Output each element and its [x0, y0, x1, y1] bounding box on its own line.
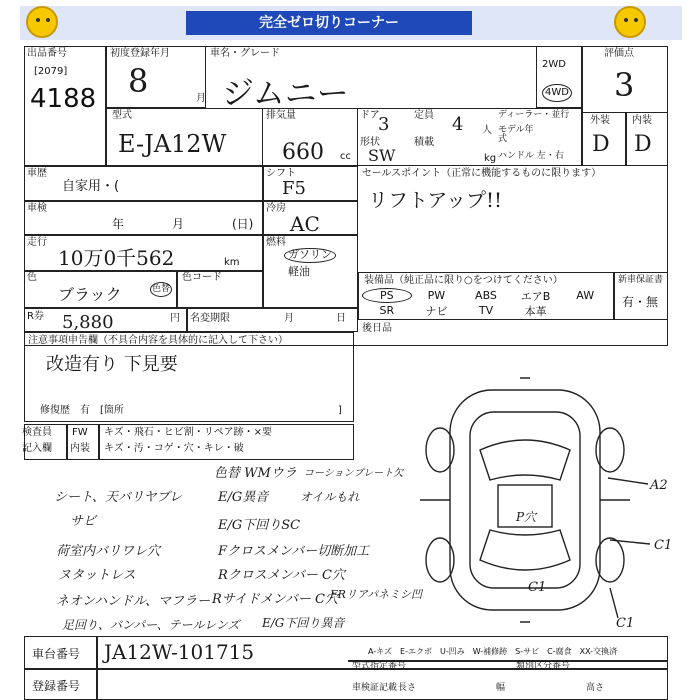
row-divider-2: [24, 234, 358, 236]
remark-6: E/G下回りSC: [218, 518, 301, 533]
diagram-label-c1-center: C1: [528, 580, 547, 595]
load-unit: kg: [484, 153, 497, 164]
remark-7: 荷室内バリワレ穴: [56, 544, 161, 559]
reg-label: 登録番号: [32, 679, 81, 693]
shift-value: F5: [282, 178, 306, 199]
diagram-label-p: P穴: [516, 510, 537, 524]
ac-value: AC: [290, 212, 320, 236]
row-divider-3: [24, 270, 262, 272]
rear-seat-label: 後日品: [362, 323, 392, 334]
cap-value: 4: [452, 114, 464, 135]
dealer-handle: ハンドル 左・右: [498, 151, 564, 161]
name-label: 車名・グレード: [210, 48, 280, 59]
interior-label: 内装: [632, 115, 652, 126]
notes-value: 改造有り 下見要: [46, 354, 178, 375]
color-stamp: 色替: [150, 282, 172, 297]
inspection-month: 月: [172, 217, 185, 231]
chassis-divider: [96, 636, 98, 700]
equipment-grid: [362, 288, 610, 318]
load-label: 積載: [414, 137, 434, 148]
lot-code: [2079]: [34, 66, 68, 77]
remark-9: ヌタットレス: [58, 568, 136, 583]
remark-3: E/G異音: [218, 490, 269, 505]
exterior-value: D: [592, 132, 610, 157]
equip-aw[interactable]: AW: [576, 289, 595, 302]
deadline-day: 日: [336, 313, 346, 324]
fuel-opt1: ガソリン: [284, 248, 336, 263]
checker-label2: 記入欄: [22, 443, 52, 454]
checker-divider: [66, 424, 68, 460]
first-reg-month: 月: [196, 93, 206, 104]
cap-label: 定員: [414, 110, 434, 121]
deadline-label: 名変期限: [190, 313, 230, 324]
color-divider: [176, 270, 178, 308]
mileage-unit: km: [224, 257, 240, 268]
remark-4: オイルもれ: [300, 490, 360, 504]
remark-12: Rサイドメンバー C穴: [212, 592, 338, 607]
deadline-month: 月: [284, 313, 294, 324]
remark-2: シート、天バリヤブレ: [54, 490, 183, 505]
name-value: ジムニー: [222, 74, 349, 112]
sales-point-label: セールスポイント（正常に機能するものに限ります）: [362, 168, 602, 179]
remark-14: 足回り、バンパー、テールレンズ: [62, 618, 240, 632]
disp-value: 660: [282, 140, 324, 165]
model-label: 型式: [112, 110, 132, 121]
chassis-label: 車台番号: [32, 647, 81, 661]
checker-interior-items: キズ・汚・コゲ・穴・キレ・破: [104, 443, 244, 454]
notes-label: 注意事項申告欄（不具合内容を具体的に記入して下さい）: [28, 335, 288, 346]
recycle-value: 5,880: [62, 312, 114, 333]
equip-leather[interactable]: 本革: [524, 304, 547, 318]
remark-10: Rクロスメンバー C穴: [218, 568, 345, 583]
checker-divider2: [98, 424, 100, 460]
diagram-label-c1-bottom: C1: [616, 616, 635, 631]
inspection-label: 車検: [27, 203, 47, 214]
remark-1: コーションプレート欠: [304, 468, 404, 479]
mascot-left-icon: [26, 6, 58, 38]
checker-fw: FW: [72, 427, 88, 438]
car-damage-diagram: [380, 360, 680, 640]
remark-5: サビ: [70, 514, 97, 529]
reg-width: 幅: [496, 683, 506, 693]
chassis-value: JA12W-101715: [104, 640, 255, 664]
exterior-label: 外装: [590, 115, 610, 126]
remark-11: ネオンハンドル、マフラー: [56, 594, 211, 609]
disp-label: 排気量: [266, 110, 296, 121]
mileage-label: 走行: [27, 237, 47, 248]
bottom-divider: [24, 668, 668, 670]
mascot-right-icon: [614, 6, 646, 38]
drive-4wd: 4WD: [542, 84, 572, 102]
sales-point-value: リフトアップ!!: [368, 188, 503, 212]
lot-label: 出品番号: [27, 48, 67, 59]
dealer-model-year: モデル年式: [498, 125, 534, 144]
category-value: 自家用・(: [62, 179, 120, 194]
deadline-divider: [186, 308, 188, 332]
inspection-year: 年: [112, 217, 125, 231]
shape-value: SW: [368, 146, 396, 165]
grade-label: 評価点: [604, 48, 634, 59]
reg-length: 長さ: [398, 683, 417, 693]
equip-tv[interactable]: TV: [478, 304, 494, 317]
recycle-label: R券: [27, 311, 44, 322]
remark-15: E/G下回り異音: [262, 616, 345, 630]
remark-0: 色替 WMウラ: [214, 466, 297, 481]
equipment-label: 装備品（純正品に限り○をつけてください）: [364, 275, 563, 286]
warranty-value: 有・無: [622, 295, 659, 309]
dealer-label: ディーラー・並行: [498, 110, 570, 120]
doors-label: ドア: [360, 110, 380, 121]
fuel-label: 燃料: [266, 237, 286, 248]
interior-value: D: [634, 132, 652, 157]
equip-navi[interactable]: ナビ: [425, 304, 448, 318]
reg-height: 高さ: [586, 683, 605, 693]
recycle-unit: 円: [170, 313, 180, 324]
shift-label: シフト: [266, 168, 296, 179]
lot-number: 4188: [30, 84, 97, 114]
color-code-label: 色コード: [182, 272, 222, 283]
doors-value: 3: [378, 114, 390, 135]
equip-abs[interactable]: ABS: [475, 289, 497, 302]
equip-pw[interactable]: PW: [427, 289, 446, 302]
remark-13: FRリアパネミシ凹: [330, 588, 423, 601]
ac-label: 冷房: [266, 203, 286, 214]
fuel-opt2: 軽油: [288, 265, 310, 278]
mileage-value: 10万0千562: [58, 246, 175, 270]
color-value: ブラック: [58, 285, 122, 304]
inspection-day: (日): [232, 217, 254, 231]
cap-unit: 人: [482, 125, 492, 136]
repair-end: ]: [338, 405, 342, 416]
drive-2wd: 2WD: [542, 59, 566, 70]
shift-divider: [262, 166, 264, 308]
model-value: E-JA12W: [118, 130, 227, 158]
first-reg-label: 初度登録年月: [110, 48, 170, 59]
disp-unit: cc: [340, 151, 351, 162]
warranty-label: 新車保証書: [618, 275, 664, 285]
checker-interior: 内装: [70, 443, 90, 454]
row-divider-1: [24, 200, 358, 202]
equip-ps[interactable]: PS: [362, 288, 412, 303]
banner-title: 完全ゼロ切りコーナー: [186, 11, 472, 35]
equip-airbag[interactable]: エアB: [520, 289, 551, 303]
chassis-cert-label: 型式指定番号: [352, 661, 407, 671]
diagram-legend: A-キズ E-エクボ U-凹み W-補修跡 S-サビ C-腐食 XX-交換済: [368, 647, 618, 656]
reg-cert: 車検証記載: [352, 683, 398, 693]
checker-label1: 検査員: [22, 427, 52, 438]
first-reg-value: 8: [128, 62, 149, 100]
grade-divider: [625, 112, 627, 166]
shape-label: 形状: [360, 137, 380, 148]
diagram-label-c1-right: C1: [654, 538, 673, 553]
category-label: 車歴: [27, 168, 47, 179]
checker-fw-items: キズ・飛石・ヒビ割・リペア跡・×要: [104, 427, 272, 438]
remark-8: Fクロスメンバー切断加工: [218, 544, 370, 559]
diagram-label-a2: A2: [650, 478, 668, 493]
color-label: 色: [27, 272, 37, 283]
equip-sr[interactable]: SR: [379, 304, 395, 317]
grade-value: 3: [614, 66, 635, 104]
chassis-class-label: 類別区分番号: [516, 661, 571, 671]
repair-label: 修復歴 有 [箇所: [40, 405, 124, 416]
